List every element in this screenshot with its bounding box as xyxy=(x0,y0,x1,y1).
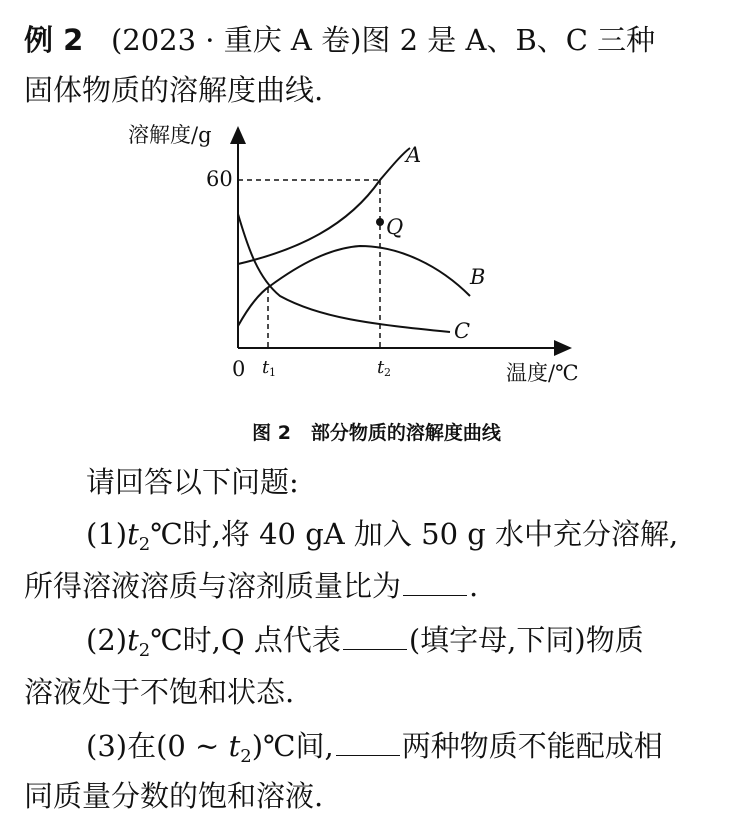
label-A: A xyxy=(406,143,422,167)
svg-text:2: 2 xyxy=(384,366,391,379)
svg-text:t: t xyxy=(262,357,270,378)
question-2-line-1: $(2)t_2℃$时,Q 点代表 (填字母,下同)物质 xyxy=(86,623,644,661)
figure-caption xyxy=(0,418,753,445)
answer-blank-2[interactable] xyxy=(343,621,407,650)
example-source: (2023 · 重庆 A 卷) xyxy=(110,23,362,57)
x-axis-label: 温度/℃ xyxy=(506,361,579,385)
answer-blank-3[interactable] xyxy=(336,727,400,756)
curve-A xyxy=(238,148,410,264)
solubility-chart xyxy=(30,118,730,398)
example-text-2: 固体物质的溶解度曲线. xyxy=(24,73,324,107)
question-2-line-2: 溶液处于不饱和状态. xyxy=(24,675,295,709)
x-tick-t2 xyxy=(377,357,391,379)
label-C: C xyxy=(454,319,471,343)
point-Q xyxy=(376,218,384,226)
answer-blank-1[interactable] xyxy=(403,567,467,596)
svg-text:t: t xyxy=(377,357,385,378)
curve-B xyxy=(238,246,470,326)
svg-text:1: 1 xyxy=(269,366,276,379)
example-label: 例 2 xyxy=(24,23,84,57)
figure-label: 图 2 xyxy=(252,422,291,444)
figure-title: 部分物质的溶解度曲线 xyxy=(310,422,501,444)
y-tick-60: 60 xyxy=(206,167,233,191)
example-header xyxy=(24,20,735,60)
label-Q: Q xyxy=(386,215,404,239)
y-axis-label: 溶解度/g xyxy=(128,123,212,147)
question-3-line-2: 同质量分数的饱和溶液. xyxy=(24,779,324,813)
question-3-line-1: (3)在(0 ~ $t_2)℃$间, 两种物质不能配成相 xyxy=(86,729,663,767)
curve-C xyxy=(238,214,450,332)
x-tick-t1 xyxy=(262,357,276,379)
question-1-line-1: $(1)t_2℃$时,将 40 gA 加入 50 g 水中充分溶解, xyxy=(86,517,679,555)
example-text-1: 图 2 是 A、B、C 三种 xyxy=(361,23,656,57)
questions-prompt: 请回答以下问题: xyxy=(86,465,299,499)
origin-label: 0 xyxy=(232,357,246,381)
question-1-line-2: 所得溶液溶质与溶剂质量比为 . xyxy=(24,569,479,603)
label-B: B xyxy=(470,265,486,289)
